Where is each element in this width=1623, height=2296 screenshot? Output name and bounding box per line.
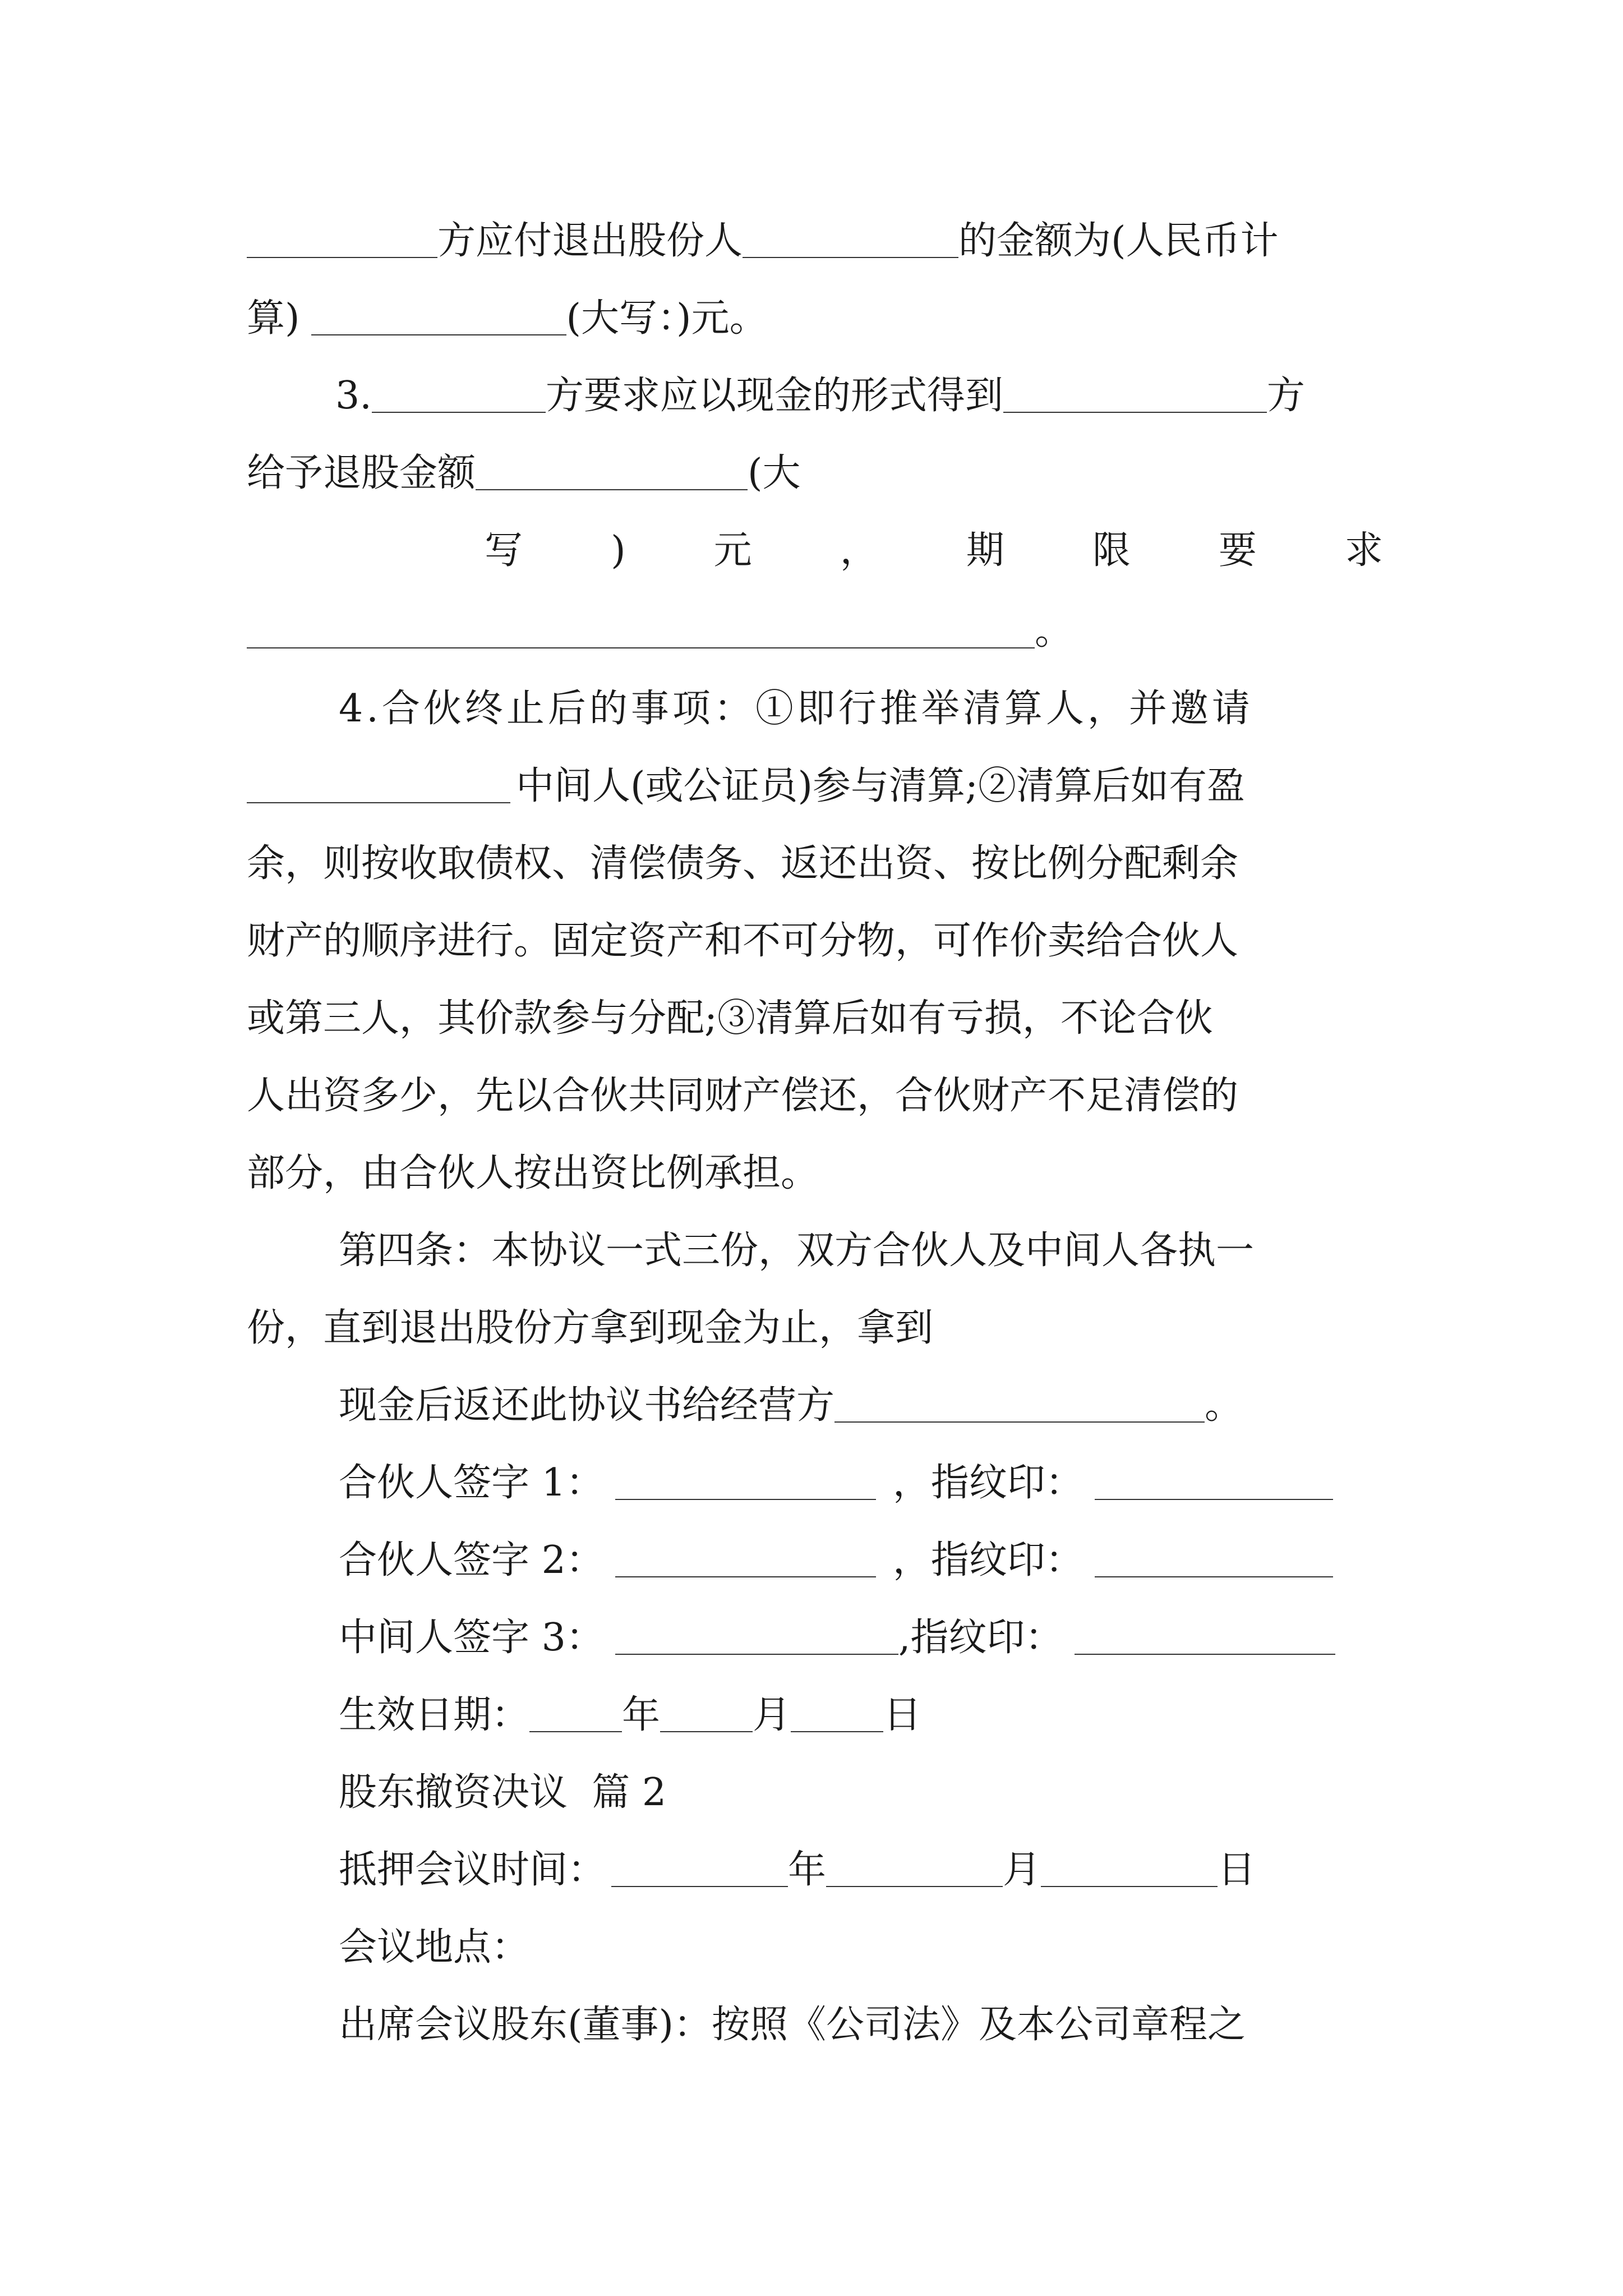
line-text: 日 xyxy=(1218,1848,1256,1892)
line-text: 算) xyxy=(247,296,300,341)
signature-line-3 xyxy=(339,1616,1623,1660)
line-text: 股东撤资决议 篇 2 xyxy=(339,1770,667,1815)
year-blank xyxy=(529,1697,622,1732)
section-heading xyxy=(339,1770,1623,1815)
text-line-5 xyxy=(485,528,1383,573)
fill-blank xyxy=(1003,378,1267,413)
line-text: 抵押会议时间： xyxy=(339,1848,606,1892)
text-line-15 xyxy=(247,1306,1623,1350)
line-text: 人出资多少，先以合伙共同财产偿还，合伙财产不足清偿的 xyxy=(247,1074,1239,1118)
line-text: 的金额为(人民币计 xyxy=(958,219,1279,263)
line-text: 。 xyxy=(1205,1383,1243,1428)
line-text: 4.合伙终止后的事项：①即行推举清算人，并邀请 xyxy=(339,687,1253,731)
text-line-16 xyxy=(339,1383,1623,1428)
text-line-8 xyxy=(0,764,1623,808)
meeting-time-line xyxy=(339,1848,1623,1892)
fill-blank xyxy=(247,768,510,803)
fill-blank xyxy=(372,378,546,413)
line-text: 现金后返还此协议书给经营方 xyxy=(339,1383,835,1428)
month-blank xyxy=(660,1697,753,1732)
line-text: (大 xyxy=(748,451,801,495)
text-line-11 xyxy=(247,996,1623,1041)
month-blank xyxy=(826,1852,1003,1887)
fingerprint-blank xyxy=(1095,1542,1333,1577)
line-text: 方应付退出股份人 xyxy=(437,219,743,263)
line-text: 份，直到退出股份方拿到现金为止，拿到 xyxy=(247,1306,934,1350)
text-line-12 xyxy=(247,1074,1623,1118)
line-text: 部分，由合伙人按出资比例承担。 xyxy=(247,1151,819,1195)
day-blank xyxy=(1041,1852,1218,1887)
line-text: 第四条：本协议一式三份，双方合伙人及中间人各执一 xyxy=(339,1228,1255,1273)
text-line-3 xyxy=(0,374,1623,418)
fill-blank xyxy=(834,1387,1205,1423)
line-text: 余，则按收取债权、清偿债务、返还出资、按比例分配剩余 xyxy=(247,841,1239,886)
signature-line-1 xyxy=(339,1461,1623,1505)
line-text: 月 xyxy=(753,1693,791,1737)
text-line-4 xyxy=(0,451,1623,495)
signature-blank xyxy=(615,1465,876,1500)
line-text: 会议地点： xyxy=(339,1925,530,1970)
text-line-7 xyxy=(0,687,1623,731)
line-text: 合伙人签字 1： xyxy=(339,1461,604,1505)
fill-blank xyxy=(247,223,437,258)
line-text: 中间人(或公证员)参与清算;②清算后如有盈 xyxy=(516,764,1245,808)
line-word: 元 xyxy=(713,528,752,573)
text-line-10 xyxy=(247,919,1623,963)
line-word: 写 xyxy=(485,528,523,573)
line-text: 月 xyxy=(1003,1848,1041,1892)
line-word: 期 xyxy=(966,528,1004,573)
signature-line-2 xyxy=(339,1538,1623,1582)
line-text: 。 xyxy=(1035,609,1073,654)
line-text: 日 xyxy=(883,1693,922,1737)
fill-blank xyxy=(247,613,1035,648)
line-text: 或第三人，其价款参与分配;③清算后如有亏损，不论合伙 xyxy=(247,996,1213,1041)
line-text: 年 xyxy=(622,1693,661,1737)
signature-blank xyxy=(615,1542,876,1577)
line-text: 中间人签字 3： xyxy=(339,1616,604,1660)
line-text: 出席会议股东(董事)：按照《公司法》及本公司章程之 xyxy=(339,2003,1246,2047)
line-text: 财产的顺序进行。固定资产和不可分物，可作价卖给合伙人 xyxy=(247,919,1239,963)
text-line-1 xyxy=(0,219,1623,263)
fingerprint-blank xyxy=(1075,1619,1335,1655)
line-text: ,指纹印： xyxy=(898,1616,1063,1660)
attendees-line xyxy=(339,2003,1623,2047)
line-text: 方 xyxy=(1266,374,1305,418)
fill-blank xyxy=(743,223,958,258)
text-line-14 xyxy=(339,1228,1623,1273)
line-text: 给予退股金额 xyxy=(247,451,476,495)
fill-blank xyxy=(476,455,748,490)
text-line-2 xyxy=(0,296,1623,341)
line-text: 3. xyxy=(335,374,372,418)
line-text: ，指纹印： xyxy=(892,1461,1083,1505)
effective-date-line xyxy=(339,1693,1623,1737)
line-text: (大写：)元。 xyxy=(566,296,768,341)
day-blank xyxy=(791,1697,883,1732)
signature-blank xyxy=(615,1619,898,1655)
line-text: ，指纹印： xyxy=(892,1538,1083,1582)
line-text: 方要求应以现金的形式得到 xyxy=(545,374,1003,418)
line-text: 合伙人签字 2： xyxy=(339,1538,604,1582)
line-word: ， xyxy=(840,528,878,573)
line-word: 求 xyxy=(1344,528,1383,573)
year-blank xyxy=(611,1852,788,1887)
line-text: 年 xyxy=(788,1848,827,1892)
line-word: 要 xyxy=(1218,528,1257,573)
meeting-location-line xyxy=(339,1925,1623,1970)
fingerprint-blank xyxy=(1095,1465,1333,1500)
text-line-6 xyxy=(0,609,1623,654)
line-word: ) xyxy=(611,528,626,573)
line-word: 限 xyxy=(1092,528,1131,573)
text-line-13 xyxy=(247,1151,1623,1195)
fill-blank xyxy=(311,300,566,335)
text-line-9 xyxy=(247,841,1623,886)
line-text: 生效日期： xyxy=(339,1693,530,1737)
